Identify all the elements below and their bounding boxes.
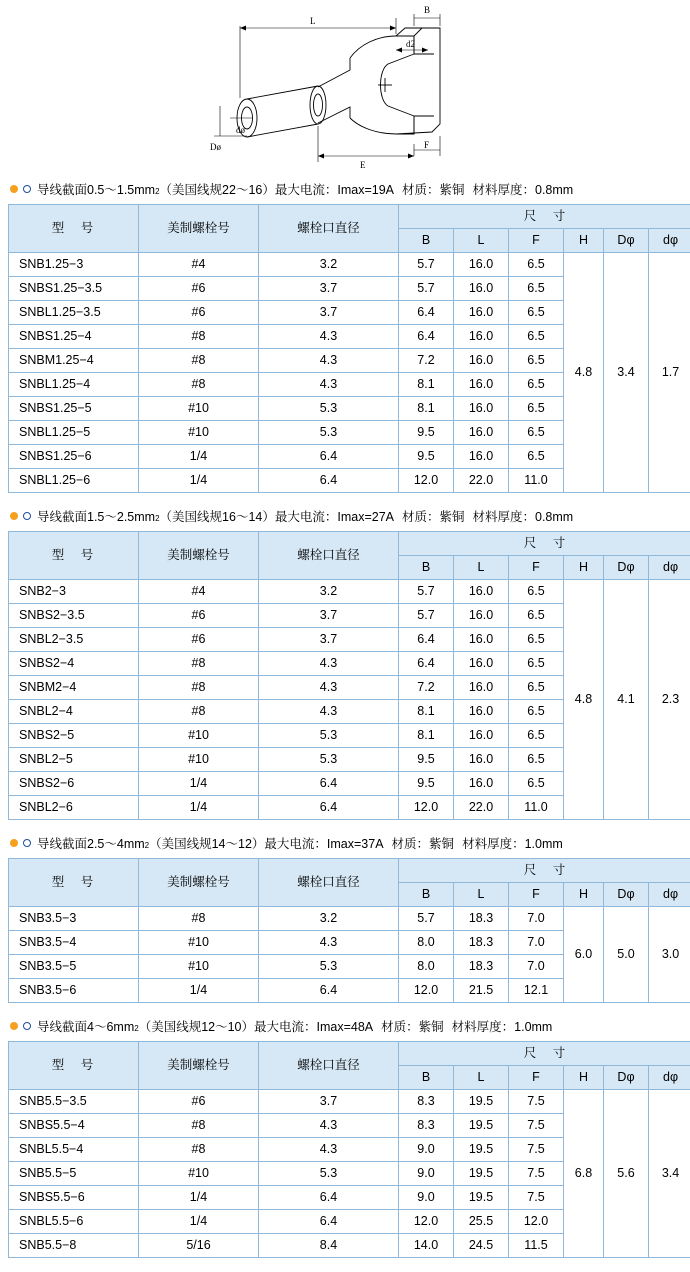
cell-stud: #8 [139, 349, 259, 373]
cell-F: 7.0 [509, 907, 564, 931]
col-Dphi: Dφ [604, 1066, 649, 1090]
cell-model: SNB1.25−3 [9, 253, 139, 277]
cell-hole: 3.7 [259, 628, 399, 652]
cell-B: 12.0 [399, 796, 454, 820]
col-hole: 螺栓口直径 [259, 859, 399, 907]
cell-stud: #6 [139, 277, 259, 301]
thickness-label: 材料厚度：1.0mm [452, 1017, 553, 1035]
cell-model: SNBL2−6 [9, 796, 139, 820]
cell-hole: 3.2 [259, 253, 399, 277]
material-label: 材质：紫铜 [392, 834, 455, 852]
cell-L: 25.5 [454, 1210, 509, 1234]
cell-L: 16.0 [454, 724, 509, 748]
cell-L: 16.0 [454, 325, 509, 349]
cell-F: 11.0 [509, 469, 564, 493]
cell-F: 6.5 [509, 724, 564, 748]
orange-bullet-icon [10, 185, 18, 193]
dim-label-Do: Dø [210, 142, 221, 152]
col-H: H [564, 556, 604, 580]
col-Dphi: Dφ [604, 229, 649, 253]
cell-model: SNBL5.5−6 [9, 1210, 139, 1234]
unit-superscript: 2 [155, 187, 159, 196]
cell-B: 9.5 [399, 748, 454, 772]
cell-hole: 6.4 [259, 979, 399, 1003]
cell-F: 7.5 [509, 1138, 564, 1162]
col-stud: 美制螺栓号 [139, 532, 259, 580]
cell-model: SNBL1.25−4 [9, 373, 139, 397]
col-B: B [399, 556, 454, 580]
dim-label-L: L [310, 16, 316, 26]
cell-model: SNB5.5−3.5 [9, 1090, 139, 1114]
material-label: 材质：紫铜 [402, 507, 465, 525]
cell-model: SNB3.5−6 [9, 979, 139, 1003]
cell-model: SNB5.5−5 [9, 1162, 139, 1186]
col-hole: 螺栓口直径 [259, 1042, 399, 1090]
spec-table-3 [8, 858, 690, 1003]
cell-model: SNBM1.25−4 [9, 349, 139, 373]
section-current-text: （美国线规22～16）最大电流：Imax=19A [160, 180, 394, 198]
product-diagram [0, 0, 690, 180]
cell-L: 16.0 [454, 301, 509, 325]
cell-B: 9.5 [399, 445, 454, 469]
cell-hole: 6.4 [259, 1186, 399, 1210]
cell-hole: 4.3 [259, 349, 399, 373]
cell-L: 16.0 [454, 580, 509, 604]
cell-H: 4.8 [564, 253, 604, 493]
cell-L: 24.5 [454, 1234, 509, 1258]
cell-hole: 6.4 [259, 469, 399, 493]
blue-ring-icon [23, 512, 31, 520]
cell-dphi: 3.0 [649, 907, 690, 1003]
cell-Dphi: 5.0 [604, 907, 649, 1003]
cell-B: 12.0 [399, 979, 454, 1003]
cell-stud: 1/4 [139, 796, 259, 820]
col-dphi: dφ [649, 556, 690, 580]
cell-stud: #6 [139, 1090, 259, 1114]
cell-F: 12.1 [509, 979, 564, 1003]
orange-bullet-icon [10, 839, 18, 847]
cell-B: 9.0 [399, 1186, 454, 1210]
material-label: 材质：紫铜 [381, 1017, 444, 1035]
cell-B: 8.1 [399, 724, 454, 748]
cell-F: 6.5 [509, 397, 564, 421]
table-header-row [9, 859, 690, 883]
cell-hole: 6.4 [259, 1210, 399, 1234]
cell-L: 22.0 [454, 469, 509, 493]
cell-hole: 6.4 [259, 445, 399, 469]
cell-F: 6.5 [509, 604, 564, 628]
cell-stud: 5/16 [139, 1234, 259, 1258]
cell-L: 21.5 [454, 979, 509, 1003]
cell-H: 6.8 [564, 1090, 604, 1258]
cell-stud: 1/4 [139, 772, 259, 796]
cell-stud: #10 [139, 955, 259, 979]
thickness-label: 材料厚度：0.8mm [473, 507, 574, 525]
cell-model: SNBL1.25−5 [9, 421, 139, 445]
cell-model: SNBS2−5 [9, 724, 139, 748]
cell-B: 9.5 [399, 421, 454, 445]
cell-stud: #8 [139, 1114, 259, 1138]
material-label: 材质：紫铜 [402, 180, 465, 198]
cell-hole: 4.3 [259, 325, 399, 349]
cell-L: 19.5 [454, 1138, 509, 1162]
cell-model: SNB3.5−5 [9, 955, 139, 979]
col-B: B [399, 1066, 454, 1090]
cell-hole: 5.3 [259, 421, 399, 445]
cell-L: 16.0 [454, 652, 509, 676]
cell-Dphi: 4.1 [604, 580, 649, 820]
cell-stud: #4 [139, 253, 259, 277]
dim-label-d2: d2 [406, 39, 415, 49]
cell-F: 6.5 [509, 349, 564, 373]
col-H: H [564, 883, 604, 907]
cell-B: 5.7 [399, 580, 454, 604]
cell-B: 14.0 [399, 1234, 454, 1258]
cell-F: 6.5 [509, 301, 564, 325]
unit-superscript: 2 [155, 514, 159, 523]
cell-F: 6.5 [509, 700, 564, 724]
cell-stud: #6 [139, 628, 259, 652]
table-row [9, 907, 690, 931]
cell-model: SNBL2−4 [9, 700, 139, 724]
cell-model: SNBS1.25−3.5 [9, 277, 139, 301]
section-current-text: （美国线规16～14）最大电流：Imax=27A [160, 507, 394, 525]
spec-table-1 [8, 204, 690, 493]
section-spec-text: 导线截面0.5～1.5mm [37, 180, 155, 198]
cell-stud: #8 [139, 652, 259, 676]
section-spec-text: 导线截面1.5～2.5mm [37, 507, 155, 525]
cell-B: 8.0 [399, 955, 454, 979]
cell-L: 16.0 [454, 421, 509, 445]
cell-F: 11.0 [509, 796, 564, 820]
cell-B: 7.2 [399, 676, 454, 700]
cell-B: 12.0 [399, 1210, 454, 1234]
cell-model: SNBL1.25−6 [9, 469, 139, 493]
cell-B: 5.7 [399, 604, 454, 628]
table-row [9, 1090, 690, 1114]
cell-stud: #6 [139, 604, 259, 628]
cell-L: 16.0 [454, 676, 509, 700]
cell-L: 19.5 [454, 1090, 509, 1114]
cell-stud: 1/4 [139, 445, 259, 469]
cell-L: 18.3 [454, 955, 509, 979]
cell-model: SNB5.5−8 [9, 1234, 139, 1258]
cell-F: 6.5 [509, 277, 564, 301]
cell-F: 6.5 [509, 652, 564, 676]
cell-B: 5.7 [399, 277, 454, 301]
cell-hole: 3.7 [259, 604, 399, 628]
cell-stud: 1/4 [139, 979, 259, 1003]
blue-ring-icon [23, 839, 31, 847]
cell-L: 18.3 [454, 907, 509, 931]
col-dims: 尺 寸 [399, 532, 690, 556]
col-H: H [564, 1066, 604, 1090]
cell-F: 7.5 [509, 1090, 564, 1114]
cell-F: 7.0 [509, 955, 564, 979]
cell-model: SNB3.5−4 [9, 931, 139, 955]
cell-L: 16.0 [454, 277, 509, 301]
cell-B: 5.7 [399, 907, 454, 931]
col-model: 型 号 [9, 205, 139, 253]
cell-B: 9.0 [399, 1162, 454, 1186]
thickness-label: 材料厚度：0.8mm [473, 180, 574, 198]
col-stud: 美制螺栓号 [139, 859, 259, 907]
cell-B: 6.4 [399, 325, 454, 349]
cell-F: 7.5 [509, 1114, 564, 1138]
col-model: 型 号 [9, 1042, 139, 1090]
cell-hole: 5.3 [259, 724, 399, 748]
cell-B: 6.4 [399, 301, 454, 325]
cell-hole: 3.2 [259, 907, 399, 931]
cell-L: 16.0 [454, 604, 509, 628]
cell-stud: #8 [139, 907, 259, 931]
col-H: H [564, 229, 604, 253]
cell-hole: 4.3 [259, 676, 399, 700]
cell-F: 6.5 [509, 445, 564, 469]
cell-F: 6.5 [509, 373, 564, 397]
col-Dphi: Dφ [604, 883, 649, 907]
dim-label-E: E [360, 160, 366, 170]
cell-L: 16.0 [454, 772, 509, 796]
section-spec-text: 导线截面4～6mm [37, 1017, 134, 1035]
cell-L: 16.0 [454, 349, 509, 373]
unit-superscript: 2 [134, 1024, 138, 1033]
section-spec-text: 导线截面2.5～4mm [37, 834, 145, 852]
table-header-row [9, 532, 690, 556]
cell-stud: #8 [139, 373, 259, 397]
cell-L: 16.0 [454, 700, 509, 724]
cell-F: 6.5 [509, 325, 564, 349]
col-L: L [454, 883, 509, 907]
cell-L: 22.0 [454, 796, 509, 820]
cell-hole: 3.7 [259, 301, 399, 325]
col-stud: 美制螺栓号 [139, 205, 259, 253]
cell-stud: #10 [139, 1162, 259, 1186]
spec-table-2 [8, 531, 690, 820]
cell-hole: 4.3 [259, 1138, 399, 1162]
cell-hole: 3.2 [259, 580, 399, 604]
cell-Dphi: 3.4 [604, 253, 649, 493]
table-row [9, 580, 690, 604]
cell-dphi: 1.7 [649, 253, 690, 493]
col-dims: 尺 寸 [399, 205, 690, 229]
cell-B: 8.3 [399, 1090, 454, 1114]
cell-L: 16.0 [454, 397, 509, 421]
cell-stud: #10 [139, 421, 259, 445]
col-F: F [509, 1066, 564, 1090]
section-current-text: （美国线规14～12）最大电流：Imax=37A [149, 834, 383, 852]
cell-stud: #10 [139, 931, 259, 955]
col-dphi: dφ [649, 1066, 690, 1090]
cell-hole: 4.3 [259, 700, 399, 724]
cell-hole: 5.3 [259, 748, 399, 772]
col-Dphi: Dφ [604, 556, 649, 580]
col-B: B [399, 229, 454, 253]
col-dims: 尺 寸 [399, 1042, 690, 1066]
cell-B: 12.0 [399, 469, 454, 493]
blue-ring-icon [23, 1022, 31, 1030]
cell-F: 6.5 [509, 253, 564, 277]
section-current-text: （美国线规12～10）最大电流：Imax=48A [139, 1017, 373, 1035]
cell-F: 6.5 [509, 772, 564, 796]
cell-L: 18.3 [454, 931, 509, 955]
cell-model: SNBS1.25−6 [9, 445, 139, 469]
cell-stud: #10 [139, 724, 259, 748]
cell-hole: 3.7 [259, 1090, 399, 1114]
cell-model: SNB3.5−3 [9, 907, 139, 931]
table-header-row [9, 1042, 690, 1066]
cell-dphi: 3.4 [649, 1090, 690, 1258]
cell-L: 19.5 [454, 1162, 509, 1186]
cell-F: 7.5 [509, 1186, 564, 1210]
spec-table-4 [8, 1041, 690, 1258]
orange-bullet-icon [10, 1022, 18, 1030]
cell-hole: 5.3 [259, 397, 399, 421]
cell-L: 16.0 [454, 373, 509, 397]
cell-model: SNB2−3 [9, 580, 139, 604]
cell-B: 8.0 [399, 931, 454, 955]
section-heading-3 [0, 834, 690, 852]
cell-F: 6.5 [509, 421, 564, 445]
cell-stud: 1/4 [139, 1186, 259, 1210]
cell-stud: #6 [139, 301, 259, 325]
terminal-drawing-svg [200, 6, 490, 176]
col-hole: 螺栓口直径 [259, 205, 399, 253]
cell-model: SNBM2−4 [9, 676, 139, 700]
unit-superscript: 2 [145, 841, 149, 850]
cell-F: 6.5 [509, 676, 564, 700]
dim-label-B: B [424, 6, 430, 15]
cell-model: SNBS2−4 [9, 652, 139, 676]
dim-label-do: dø [236, 125, 246, 135]
col-dphi: dφ [649, 229, 690, 253]
cell-model: SNBS1.25−4 [9, 325, 139, 349]
col-L: L [454, 556, 509, 580]
cell-stud: #8 [139, 676, 259, 700]
cell-dphi: 2.3 [649, 580, 690, 820]
col-hole: 螺栓口直径 [259, 532, 399, 580]
cell-B: 8.1 [399, 373, 454, 397]
table-header-row [9, 205, 690, 229]
cell-H: 4.8 [564, 580, 604, 820]
cell-stud: #10 [139, 397, 259, 421]
cell-model: SNBL2−5 [9, 748, 139, 772]
col-F: F [509, 883, 564, 907]
col-F: F [509, 556, 564, 580]
cell-stud: 1/4 [139, 1210, 259, 1234]
cell-F: 6.5 [509, 580, 564, 604]
cell-hole: 4.3 [259, 373, 399, 397]
cell-hole: 8.4 [259, 1234, 399, 1258]
cell-L: 19.5 [454, 1186, 509, 1210]
cell-hole: 3.7 [259, 277, 399, 301]
cell-hole: 5.3 [259, 955, 399, 979]
cell-L: 16.0 [454, 628, 509, 652]
cell-L: 16.0 [454, 445, 509, 469]
cell-F: 6.5 [509, 748, 564, 772]
cell-F: 7.5 [509, 1162, 564, 1186]
cell-stud: #4 [139, 580, 259, 604]
cell-B: 9.5 [399, 772, 454, 796]
cell-L: 16.0 [454, 253, 509, 277]
cell-F: 6.5 [509, 628, 564, 652]
section-heading-4 [0, 1017, 690, 1035]
col-dphi: dφ [649, 883, 690, 907]
cell-hole: 6.4 [259, 772, 399, 796]
cell-model: SNBL2−3.5 [9, 628, 139, 652]
cell-B: 6.4 [399, 628, 454, 652]
cell-model: SNBS5.5−6 [9, 1186, 139, 1210]
cell-model: SNBS1.25−5 [9, 397, 139, 421]
section-heading-1 [0, 180, 690, 198]
cell-B: 5.7 [399, 253, 454, 277]
cell-hole: 4.3 [259, 652, 399, 676]
cell-B: 7.2 [399, 349, 454, 373]
cell-Dphi: 5.6 [604, 1090, 649, 1258]
cell-B: 8.1 [399, 700, 454, 724]
cell-H: 6.0 [564, 907, 604, 1003]
col-dims: 尺 寸 [399, 859, 690, 883]
cell-stud: #8 [139, 700, 259, 724]
thickness-label: 材料厚度：1.0mm [462, 834, 563, 852]
cell-stud: 1/4 [139, 469, 259, 493]
cell-stud: #8 [139, 1138, 259, 1162]
col-L: L [454, 229, 509, 253]
cell-hole: 4.3 [259, 931, 399, 955]
cell-B: 8.3 [399, 1114, 454, 1138]
cell-hole: 4.3 [259, 1114, 399, 1138]
dim-label-F: F [424, 140, 429, 150]
cell-hole: 5.3 [259, 1162, 399, 1186]
cell-F: 7.0 [509, 931, 564, 955]
table-row [9, 253, 690, 277]
cell-model: SNBS5.5−4 [9, 1114, 139, 1138]
col-F: F [509, 229, 564, 253]
cell-model: SNBS2−6 [9, 772, 139, 796]
cell-stud: #10 [139, 748, 259, 772]
col-stud: 美制螺栓号 [139, 1042, 259, 1090]
cell-B: 8.1 [399, 397, 454, 421]
cell-L: 19.5 [454, 1114, 509, 1138]
col-model: 型 号 [9, 532, 139, 580]
cell-F: 12.0 [509, 1210, 564, 1234]
cell-model: SNBL1.25−3.5 [9, 301, 139, 325]
col-L: L [454, 1066, 509, 1090]
col-model: 型 号 [9, 859, 139, 907]
cell-stud: #8 [139, 325, 259, 349]
cell-F: 11.5 [509, 1234, 564, 1258]
cell-B: 6.4 [399, 652, 454, 676]
cell-B: 9.0 [399, 1138, 454, 1162]
orange-bullet-icon [10, 512, 18, 520]
col-B: B [399, 883, 454, 907]
blue-ring-icon [23, 185, 31, 193]
cell-model: SNBL5.5−4 [9, 1138, 139, 1162]
cell-hole: 6.4 [259, 796, 399, 820]
section-heading-2 [0, 507, 690, 525]
cell-model: SNBS2−3.5 [9, 604, 139, 628]
cell-L: 16.0 [454, 748, 509, 772]
